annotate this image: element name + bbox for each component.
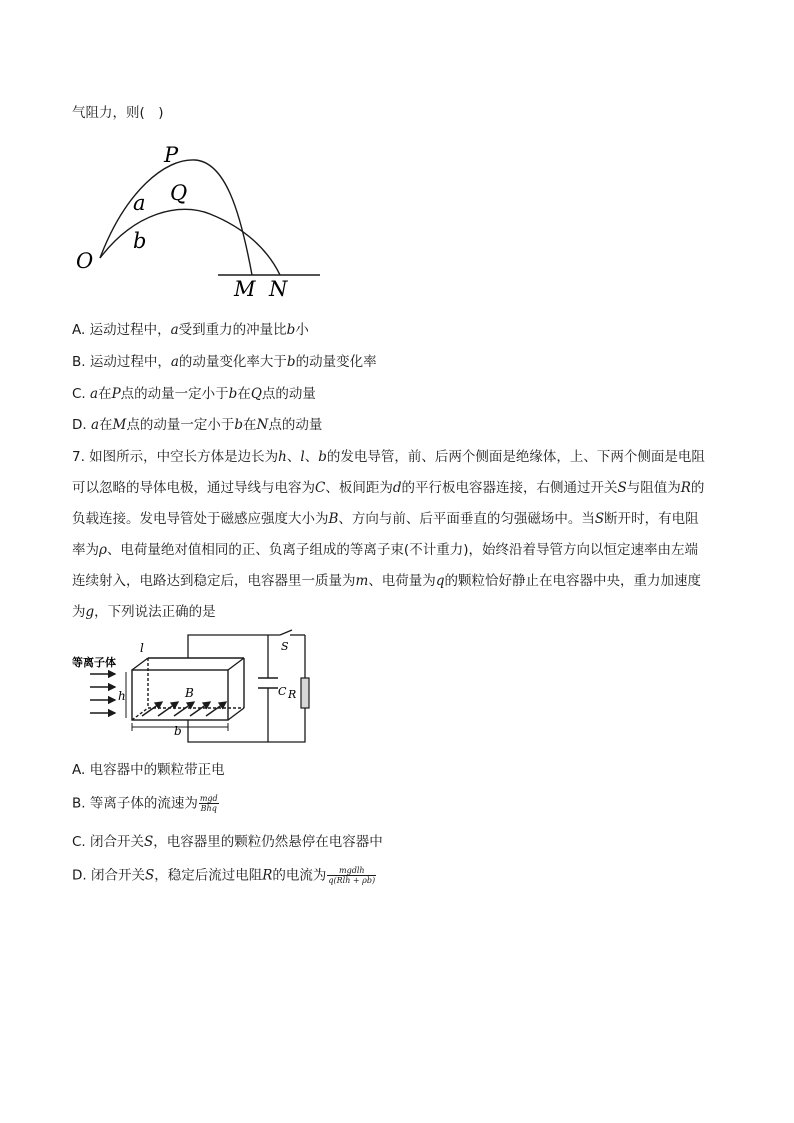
q7-line-3: 负载连接。发电导管处于磁感应强度大小为B、方向与前、后平面垂直的匀强磁场中。当S断开时，有电阻 bbox=[72, 511, 699, 527]
question-text-tail: 气阻力，则( ) bbox=[72, 105, 164, 121]
plasma-arrows bbox=[90, 674, 115, 713]
q7-line-5: 连续射入，电路达到稳定后，电容器里一质量为m、电荷量为q的颗粒恰好静止在电容器中央，重力加速度 bbox=[72, 573, 701, 589]
label-Q: Q bbox=[170, 181, 188, 205]
option-A[interactable]: A. 运动过程中，a受到重力的冲量比b小 bbox=[72, 322, 309, 338]
q7-line-2: 可以忽略的导体电极，通过导线与电容为C、板间距为d的平行板电容器连接，右侧通过开关S与阻值为R的 bbox=[72, 480, 705, 496]
capacitor bbox=[258, 678, 278, 688]
label-h: h bbox=[118, 689, 126, 703]
fraction: $\frac{\text{mgdlh}}{\text{q(Rlh + ρb)}}$ bbox=[328, 866, 376, 885]
label-M: M bbox=[234, 277, 256, 301]
q7-line-1: 7. 如图所示，中空长方体是边长为h、l、b的发电导管，前、后两个侧面是绝缘体，上、下两个侧面是电阻 bbox=[72, 449, 705, 465]
q7-option-A[interactable]: A. 电容器中的颗粒带正电 bbox=[72, 762, 225, 778]
resistor bbox=[301, 678, 309, 708]
option-C[interactable]: C. a在P点的动量一定小于b在Q点的动量 bbox=[72, 386, 316, 402]
magnetic-field-arrows bbox=[142, 702, 226, 716]
trajectory-b bbox=[100, 209, 280, 275]
q7-option-D[interactable]: D. 闭合开关S，稳定后流过电阻R的电流为 $\frac{\text{mgdlh}}{\text{q(Rlh + ρb)}}$ bbox=[72, 866, 376, 885]
label-P: P bbox=[164, 143, 179, 167]
label-plasma: 等离子体 bbox=[72, 656, 116, 669]
q7-line-6: 为g，下列说法正确的是 bbox=[72, 604, 216, 620]
label-C: C bbox=[278, 685, 287, 698]
label-S: S bbox=[281, 640, 289, 653]
label-B: B bbox=[185, 686, 194, 700]
q7-option-C[interactable]: C. 闭合开关S，电容器里的颗粒仍然悬停在电容器中 bbox=[72, 834, 383, 850]
label-N: N bbox=[269, 277, 288, 301]
trajectory-figure bbox=[70, 140, 330, 305]
label-b: b bbox=[133, 229, 147, 253]
label-b-dim: b bbox=[174, 724, 182, 738]
label-l: l bbox=[140, 641, 144, 655]
trajectory-a bbox=[100, 160, 252, 275]
option-D[interactable]: D. a在M点的动量一定小于b在N点的动量 bbox=[72, 417, 323, 433]
q7-line-4: 率为ρ、电荷量绝对值相同的正、负离子组成的等离子束(不计重力)，始终沿着导管方向以恒定速率由左端 bbox=[72, 542, 698, 558]
label-a: a bbox=[133, 191, 146, 215]
fraction: $\frac{\text{mgd}}{\text{Bhq}}$ bbox=[199, 794, 218, 813]
label-O: O bbox=[76, 249, 94, 273]
q7-option-B[interactable]: B. 等离子体的流速为 $\frac{\text{mgd}}{\text{Bhq}}$ bbox=[72, 794, 218, 813]
switch-S[interactable] bbox=[280, 630, 292, 635]
option-B[interactable]: B. 运动过程中，a的动量变化率大于b的动量变化率 bbox=[72, 354, 377, 370]
mhd-generator-figure bbox=[70, 630, 330, 750]
label-R: R bbox=[288, 688, 297, 701]
